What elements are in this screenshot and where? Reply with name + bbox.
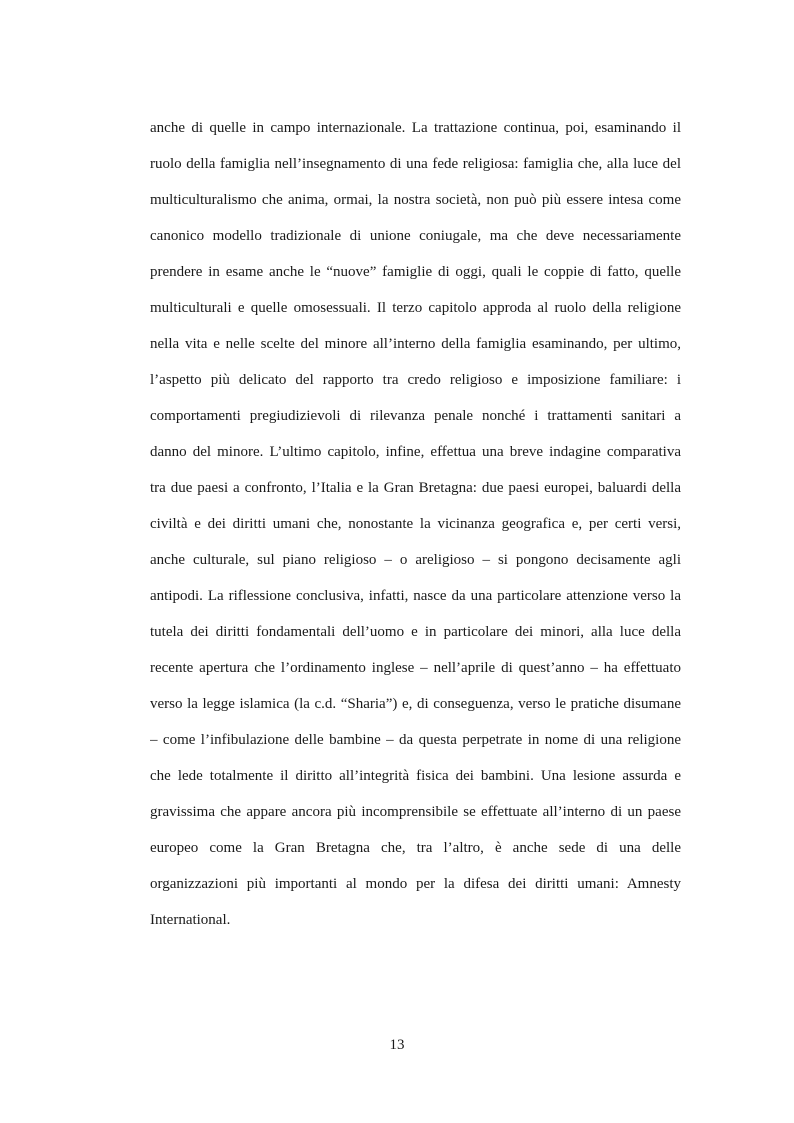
text-line: recente apertura che l’ordinamento inglese – nell’aprile di quest’anno – ha effettuato [150,660,681,676]
text-line: nella vita e nelle scelte del minore all’interno della famiglia esaminando, per ultimo, [150,336,681,352]
text-line: verso la legge islamica (la c.d. “Sharia”) e, di conseguenza, verso le pratiche disumane [150,696,681,712]
text-line: International. [150,912,231,928]
text-line: l’aspetto più delicato del rapporto tra credo religioso e imposizione familiare: i [150,372,681,388]
page-number: 13 [389,1037,405,1053]
text-line: antipodi. La riflessione conclusiva, infatti, nasce da una particolare attenzione verso la [150,588,681,604]
text-line: ruolo della famiglia nell’insegnamento di una fede religiosa: famiglia che, alla luce del [150,156,681,172]
text-line: – come l’infibulazione delle bambine – da questa perpetrate in nome di una religione [150,732,681,748]
text-line: canonico modello tradizionale di unione coniugale, ma che deve necessariamente [150,228,681,244]
text-line: multiculturalismo che anima, ormai, la nostra società, non può più essere intesa come [150,192,681,208]
text-line: comportamenti pregiudizievoli di rilevanza penale nonché i trattamenti sanitari a [150,408,681,424]
body-paragraph [150,110,681,938]
text-line: tra due paesi a confronto, l’Italia e la Gran Bretagna: due paesi europei, baluardi della [150,480,681,496]
text-line: che lede totalmente il diritto all’integrità fisica dei bambini. Una lesione assurda e [150,768,681,784]
text-line: anche di quelle in campo internazionale. La trattazione continua, poi, esaminando il [150,120,681,136]
text-line: multiculturali e quelle omosessuali. Il terzo capitolo approda al ruolo della religione [150,300,681,316]
text-line: prendere in esame anche le “nuove” famiglie di oggi, quali le coppie di fatto, quelle [150,264,681,280]
text-line: danno del minore. L’ultimo capitolo, infine, effettua una breve indagine comparativa [150,444,681,460]
text-line: organizzazioni più importanti al mondo per la difesa dei diritti umani: Amnesty [150,876,681,892]
text-line: civiltà e dei diritti umani che, nonostante la vicinanza geografica e, per certi versi, [150,516,681,532]
text-line: europeo come la Gran Bretagna che, tra l’altro, è anche sede di una delle [150,840,681,856]
text-line: anche culturale, sul piano religioso – o areligioso – si pongono decisamente agli [150,552,681,568]
text-line: gravissima che appare ancora più incomprensibile se effettuate all’interno di un paese [150,804,681,820]
text-line: tutela dei diritti fondamentali dell’uomo e in particolare dei minori, alla luce della [150,624,681,640]
